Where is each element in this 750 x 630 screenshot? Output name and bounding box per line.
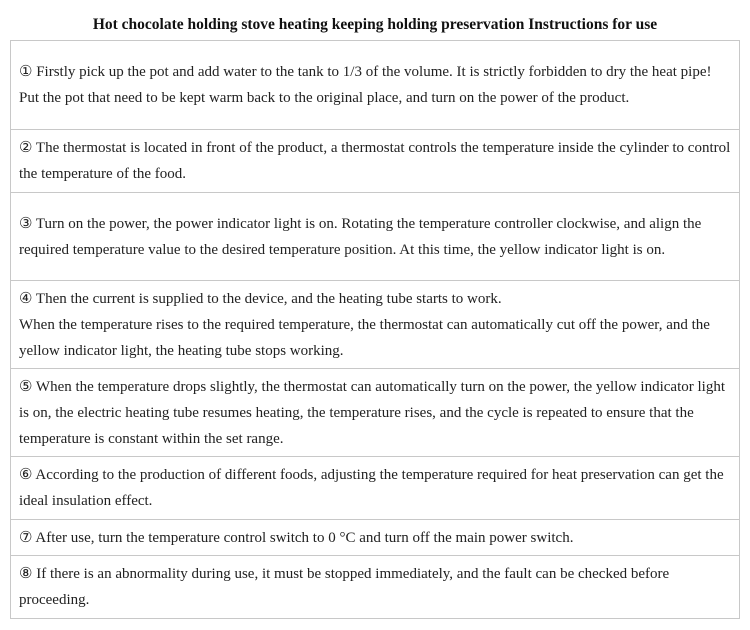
- document-title: Hot chocolate holding stove heating keeping holding preservation Instructions for use: [92, 16, 658, 33]
- instruction-step-3: [11, 192, 739, 280]
- instruction-step-text: ⑧ If there is an abnormality during use, it must be stopped immediately, and the fault can be checked before proceeding.: [19, 566, 670, 608]
- instruction-step-1: [11, 41, 739, 129]
- instruction-step-text: ① Firstly pick up the pot and add water to the tank to 1/3 of the volume. It is strictly forbidden to dry the heat pipe! Put the pot that need to be kept warm back to the original place, and turn on the power of the product.: [19, 64, 712, 106]
- instruction-steps-table: [10, 40, 740, 619]
- instruction-step-text: ⑥ According to the production of different foods, adjusting the temperature required for heat preservation can get the ideal insulation effect.: [19, 467, 724, 509]
- instruction-step-7: [11, 519, 739, 555]
- instruction-step-4: [11, 280, 739, 368]
- instruction-step-text: ③ Turn on the power, the power indicator light is on. Rotating the temperature controller clockwise, and align the required temperature value to the desired temperature position. At this time, the yellow indicator light is on.: [19, 215, 702, 258]
- instruction-step-2: [11, 129, 739, 192]
- instruction-step-text: ⑤ When the temperature drops slightly, the thermostat can automatically turn on the power, the yellow indicator light is on, the electric heating tube resumes heating, the temperature rises, and the cycle is repeated to ensure that the temperature is constant within the set range.: [19, 378, 725, 447]
- instruction-step-6: [11, 456, 739, 519]
- instruction-step-text: ② The thermostat is located in front of the product, a thermostat controls the temperature inside the cylinder to control the temperature of the food.: [19, 140, 731, 182]
- instruction-step-5: [11, 368, 739, 456]
- instructions-document: [10, 10, 740, 619]
- instruction-step-text: ④ Then the current is supplied to the device, and the heating tube starts to work. When the temperature rises to the required temperature, the thermostat can automatically cut off the power, and the yellow indicator light, the heating tube stops working.: [19, 290, 710, 359]
- instruction-step-8: [11, 555, 739, 618]
- instruction-step-text: ⑦ After use, turn the temperature control switch to 0 °C and turn off the main power switch.: [19, 529, 574, 546]
